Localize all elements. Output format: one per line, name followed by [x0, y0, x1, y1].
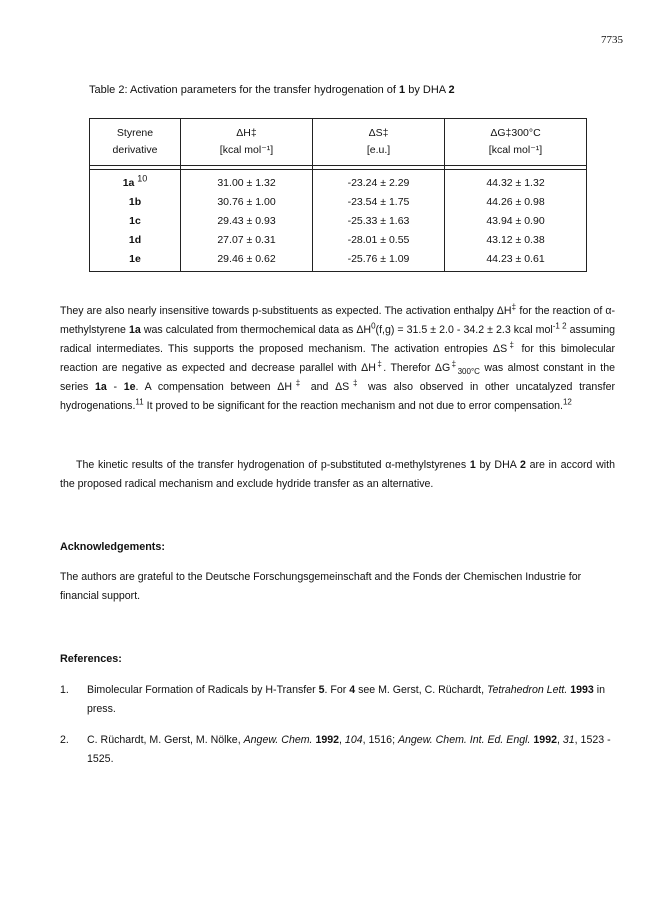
dS-cell: -23.54 ± 1.75 [313, 192, 445, 211]
references-heading: References: [60, 653, 122, 665]
table-header-row [90, 119, 587, 166]
dG-cell: 44.32 ± 1.32 [445, 170, 587, 193]
header-styrene: Styrene derivative [90, 119, 181, 166]
compound-cell: 1e [90, 249, 181, 272]
table-row [90, 230, 587, 249]
dS-cell: -23.24 ± 2.29 [313, 170, 445, 193]
dH-cell: 29.43 ± 0.93 [181, 211, 313, 230]
header-dG: ΔG‡300°C [kcal mol⁻¹] [445, 119, 587, 166]
reference-item: 2. C. Rüchardt, M. Gerst, M. Nölke, Angew. Chem. 1992, 104, 1516; Angew. Chem. Int. Ed. Engl. 1992, 31, 1523 - 1525. [60, 731, 615, 769]
reference-number: 2. [60, 734, 69, 746]
dS-cell: -25.76 ± 1.09 [313, 249, 445, 272]
dS-cell: -25.33 ± 1.63 [313, 211, 445, 230]
header-dH: ΔH‡ [kcal mol⁻¹] [181, 119, 313, 166]
dH-cell: 27.07 ± 0.31 [181, 230, 313, 249]
paragraph-activation-discussion: They are also nearly insensitive towards p-substituents as expected. The activation enthalpy ΔH‡ for the reaction of α-methylstyrene 1a was calculated from thermochemical data as $\Delta H^0(f,g) = 31.5 \pm 2.0 - 34.2 \pm 2.3$ kcal mol$^{-1 2}$ assuming radical intermediates. This supports the proposed mechanism. The activation entropies ΔS‡ for this bimolecular reaction are negative as expected and decrease parallel with ΔH‡. Therefor $\Delta G^\ddagger_{300^\circ C}$ was almost constant in the series 1a - 1e. A compensation between ΔH‡ and ΔS‡ was also observed in other uncatalyzed transfer hydrogenations.$^{11}$ It proved to be significant for the reaction mechanism and not due to error compensation.$^{12}$ [60, 302, 616, 412]
acknowledgements-text: The authors are grateful to the Deutsche Forschungsgemeinschaft and the Fonds der Chemischen Industrie for financial support. [60, 571, 582, 602]
dH-cell: 31.00 ± 1.32 [181, 170, 313, 193]
dG-cell: 44.23 ± 0.61 [445, 249, 587, 272]
table-row [90, 192, 587, 211]
dG-cell: 43.12 ± 0.38 [445, 230, 587, 249]
activation-parameters-table [89, 118, 587, 272]
compound-cell: 1c [90, 211, 181, 230]
dH-cell: 29.46 ± 0.62 [181, 249, 313, 272]
reference-number: 1. [60, 684, 69, 696]
table-caption: Table 2: Activation parameters for the transfer hydrogenation of 1 by DHA 2 [89, 84, 455, 96]
table-row [90, 170, 587, 193]
header-dS: ΔS‡ [e.u.] [313, 119, 445, 166]
paragraph-kinetic-results: The kinetic results of the transfer hydrogenation of p-substituted α-methylstyrenes 1 by DHA 2 are in accord with the proposed radical mechanism and exclude hydride transfer as an alternative. [60, 459, 615, 490]
dG-cell: 44.26 ± 0.98 [445, 192, 587, 211]
reference-item: 1. Bimolecular Formation of Radicals by H-Transfer 5. For 4 see M. Gerst, C. Rüchardt, Tetrahedron Lett. 1993 in press. [60, 681, 615, 719]
compound-cell: 1a $^{10}$ [90, 170, 181, 193]
compound-cell: 1d [90, 230, 181, 249]
dS-cell: -28.01 ± 0.55 [313, 230, 445, 249]
acknowledgements-heading: Acknowledgements: [60, 541, 165, 553]
table-row [90, 211, 587, 230]
page-number: 7735 [601, 34, 623, 46]
dG-cell: 43.94 ± 0.90 [445, 211, 587, 230]
compound-cell: 1b [90, 192, 181, 211]
table-row [90, 249, 587, 272]
dH-cell: 30.76 ± 1.00 [181, 192, 313, 211]
